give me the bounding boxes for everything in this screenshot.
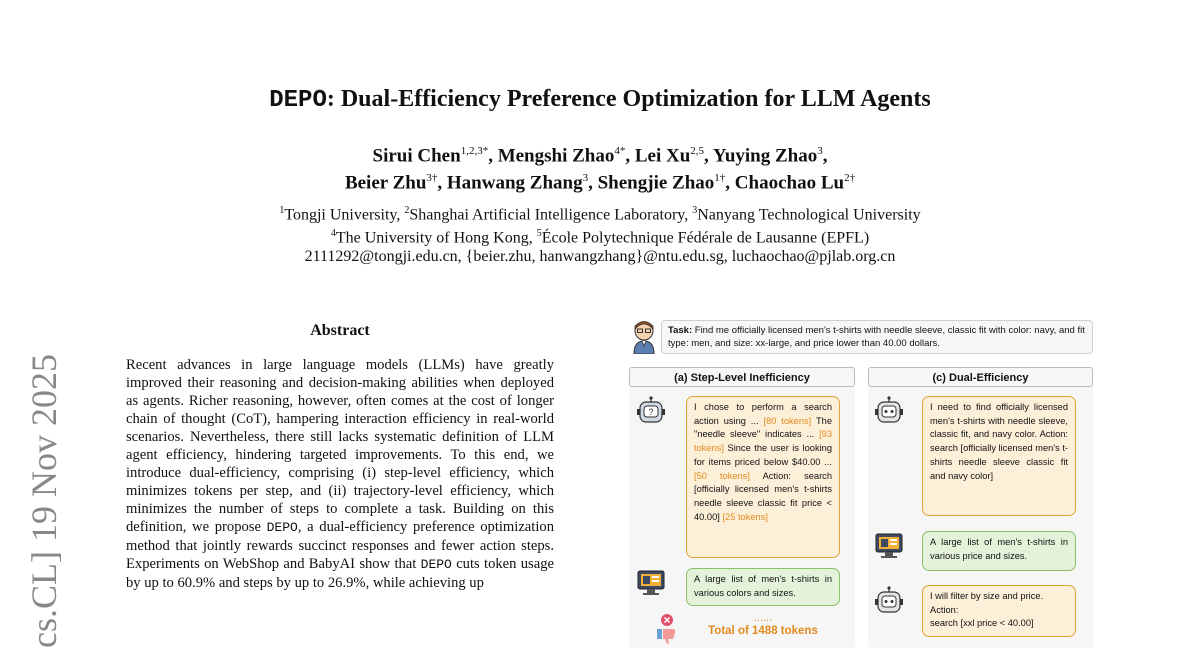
robot-agent-icon (874, 586, 904, 616)
abstract-body (126, 356, 554, 592)
author-name: Mengshi Zhao (497, 145, 615, 167)
author-name: Hanwang Zhang (446, 172, 583, 194)
affiliation-mark: 1 (279, 205, 285, 216)
affiliation-name: Shanghai Artificial Intelligence Laboratory, (409, 206, 693, 224)
author-affiliation-mark: 3 (582, 172, 589, 184)
abstract-heading: Abstract (310, 322, 370, 339)
token-count: [80 tokens] (763, 415, 812, 426)
user-avatar-icon (630, 320, 658, 354)
title-method-name: DEPO (269, 87, 327, 114)
bubble-c2-line-2: Action: (930, 604, 959, 615)
affiliation-mark: 5 (536, 228, 542, 239)
affiliation-name: Nanyang Technological University (697, 206, 921, 224)
author-affiliation-mark: 1† (714, 172, 726, 184)
author-name: Lei Xu (634, 145, 691, 167)
ellipsis-a: ...... (753, 612, 773, 624)
cross-mark-icon (660, 613, 674, 627)
environment-monitor-icon (636, 569, 666, 597)
abstract-text-3: cuts token usage by up to 60.9% and steps by up to 26.9%, while achieving up (126, 556, 554, 591)
arxiv-stamp (22, 318, 66, 648)
author-separator: , (625, 145, 635, 167)
author-affiliation-mark: 2,5 (690, 145, 705, 157)
total-tokens-a: Total of 1488 tokens (708, 625, 818, 637)
bubble-text: I chose to perform a search action using ... (694, 402, 832, 426)
abstract-text-1: Recent advances in large language models (LLMs) have greatly improved their reasoning and decision-making abilities when deployed as agents. Richer reasoning, however, often comes at the cost of longer chain of thought (CoT), hampering interaction efficiency in real-world scenarios. Nevertheless, there still lacks systematic definition of LLM agent efficiency, hindering targeted improvements. To this end, we introduce dual-efficiency, comprising (i) step-level efficiency, which minimizes tokens per step, and (ii) trajectory-level efficiency, which minimizes the number of steps to complete a task. Building on this definition, we propose (126, 357, 554, 535)
author-separator: , (704, 145, 713, 167)
author-affiliation-mark: 2† (844, 172, 856, 184)
author-name: Shengjie Zhao (597, 172, 715, 194)
author-affiliation-mark: 3 (817, 145, 823, 157)
abstract-method-2: DEPO (420, 557, 452, 572)
agent-response-bubble-c2 (922, 585, 1076, 637)
token-count: [93 tokens] (694, 429, 832, 454)
observation-bubble-c: A large list of men's t-shirts in various price and sizes. (922, 531, 1076, 571)
authors-line-2 (0, 165, 1200, 196)
affiliation-mark: 4 (330, 228, 336, 239)
bubble-text: The "needle sleeve" indicates ... (694, 415, 832, 440)
author-emails: 2111292@tongji.edu.cn, {beier.zhu, hanwangzhang}@ntu.edu.sg, luchaochao@pjlab.org.cn (304, 248, 896, 265)
author-affiliation-mark: 1,2,3* (460, 145, 489, 157)
author-affiliation-mark: 3† (426, 172, 438, 184)
author-separator: , (437, 172, 447, 194)
title-text: : Dual-Efficiency Preference Optimization for LLM Agents (326, 86, 931, 112)
author-separator: , (822, 145, 828, 167)
abstract-text-2: , a dual-efficiency preference optimization method that jointly rewards succinct responses and fewer action steps. Experiments on WebShop and BabyAI show that (126, 519, 554, 572)
abstract-method-1: DEPO (266, 520, 298, 535)
bubble-c2-line-3: search [xxl price < 40.00] (930, 618, 1034, 629)
task-box (661, 320, 1093, 354)
observation-bubble-a: A large list of men's t-shirts in various colors and sizes. (686, 568, 840, 606)
author-name: Sirui Chen (372, 145, 461, 167)
author-name: Beier Zhu (344, 172, 427, 194)
author-separator: , (725, 172, 735, 194)
affiliation-name: École Polytechnique Fédérale de Lausanne (EPFL) (541, 229, 870, 247)
affiliation-mark: 3 (692, 205, 698, 216)
paper-title (0, 86, 1200, 114)
author-affiliation-mark: 4* (614, 145, 626, 157)
svg-text:?: ? (648, 407, 654, 417)
affiliation-name: The University of Hong Kong, (335, 229, 537, 247)
author-name: Yuying Zhao (712, 145, 818, 167)
author-separator: , (588, 172, 598, 194)
panel-a-title: (a) Step-Level Inefficiency (629, 367, 855, 387)
token-count: [25 tokens] (722, 511, 768, 522)
bubble-text: Action: search [officially licensed men's t-shirts needle sleeve classic fit price < 40.00] (694, 470, 832, 522)
agent-response-bubble-c1: I need to find officially licensed men's t-shirts with needle sleeve, classic fit, and navy color. Action: search [officially licensed men's t-shirts needle sleeve classic fit and navy color] (922, 396, 1076, 516)
environment-monitor-icon (874, 532, 904, 560)
robot-agent-icon (636, 396, 666, 426)
agent-response-bubble-a (686, 396, 840, 558)
panel-c-title: (c) Dual-Efficiency (868, 367, 1093, 387)
task-label: Task: (668, 325, 693, 336)
arxiv-stamp-text: cs.CL] 19 Nov 2025 (24, 354, 64, 648)
bubble-text: Since the user is looking for items priced below $40.00 ... (694, 443, 832, 467)
author-name: Chaochao Lu (734, 172, 845, 194)
bubble-c2-line-1: I will filter by size and price. (930, 591, 1044, 601)
affiliation-mark: 2 (404, 205, 410, 216)
author-separator: , (488, 145, 498, 167)
token-count: [50 tokens] (694, 470, 750, 481)
affiliation-name: Tongji University, (284, 206, 405, 224)
robot-agent-icon (874, 396, 904, 426)
task-text: Find me officially licensed men's t-shirts with needle sleeve, classic fit with color: navy, and fit type: men, and size: xx-large, and price lower than 40.00 dollars. (668, 325, 1085, 349)
thumbs-down-icon (656, 627, 678, 645)
